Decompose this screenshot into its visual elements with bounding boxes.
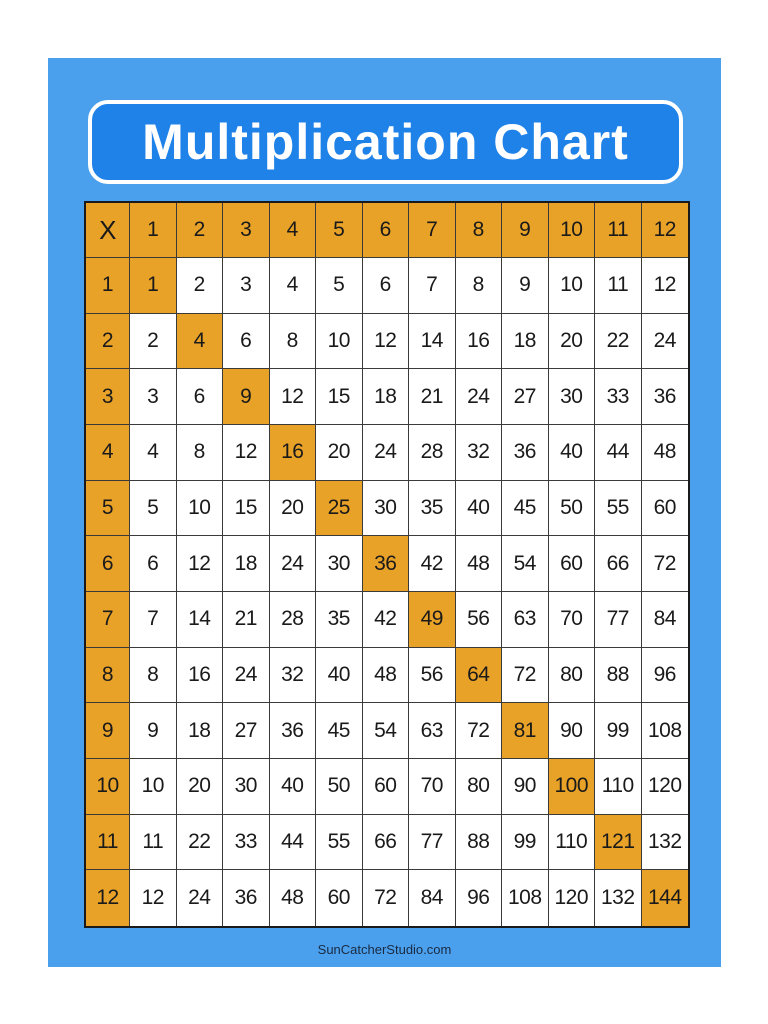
- product-cell: 55: [595, 481, 642, 537]
- row-header: 5: [86, 481, 130, 537]
- product-cell: 77: [409, 815, 456, 871]
- product-cell: 18: [363, 369, 410, 425]
- product-cell: 88: [456, 815, 503, 871]
- product-cell: 66: [363, 815, 410, 871]
- product-cell: 40: [456, 481, 503, 537]
- product-cell: 7: [130, 592, 177, 648]
- product-cell: 132: [642, 815, 689, 871]
- product-cell: 40: [270, 759, 317, 815]
- row-header: 6: [86, 536, 130, 592]
- product-cell: 72: [363, 870, 410, 926]
- product-cell: 22: [177, 815, 224, 871]
- chart-poster: [48, 58, 721, 967]
- product-cell: 35: [316, 592, 363, 648]
- product-cell: 77: [595, 592, 642, 648]
- square-cell: 16: [270, 425, 317, 481]
- product-cell: 55: [316, 815, 363, 871]
- product-cell: 5: [130, 481, 177, 537]
- column-header: 4: [270, 203, 317, 258]
- column-header: 7: [409, 203, 456, 258]
- row-header: 4: [86, 425, 130, 481]
- product-cell: 108: [502, 870, 549, 926]
- product-cell: 36: [502, 425, 549, 481]
- product-cell: 6: [177, 369, 224, 425]
- product-cell: 20: [549, 314, 596, 370]
- product-cell: 88: [595, 648, 642, 704]
- product-cell: 21: [409, 369, 456, 425]
- row-header: 10: [86, 759, 130, 815]
- square-cell: 36: [363, 536, 410, 592]
- row-header: 2: [86, 314, 130, 370]
- product-cell: 96: [642, 648, 689, 704]
- product-cell: 120: [549, 870, 596, 926]
- product-cell: 90: [502, 759, 549, 815]
- product-cell: 66: [595, 536, 642, 592]
- product-cell: 24: [177, 870, 224, 926]
- product-cell: 72: [642, 536, 689, 592]
- product-cell: 30: [363, 481, 410, 537]
- product-cell: 30: [549, 369, 596, 425]
- product-cell: 27: [502, 369, 549, 425]
- product-cell: 4: [270, 258, 317, 314]
- product-cell: 60: [642, 481, 689, 537]
- product-cell: 132: [595, 870, 642, 926]
- column-header: 1: [130, 203, 177, 258]
- product-cell: 42: [363, 592, 410, 648]
- product-cell: 110: [549, 815, 596, 871]
- product-cell: 8: [177, 425, 224, 481]
- product-cell: 6: [130, 536, 177, 592]
- product-cell: 24: [270, 536, 317, 592]
- product-cell: 40: [549, 425, 596, 481]
- row-header: 1: [86, 258, 130, 314]
- product-cell: 3: [130, 369, 177, 425]
- product-cell: 10: [549, 258, 596, 314]
- product-cell: 8: [270, 314, 317, 370]
- product-cell: 9: [130, 703, 177, 759]
- product-cell: 35: [409, 481, 456, 537]
- title-banner: [88, 100, 683, 184]
- product-cell: 90: [549, 703, 596, 759]
- product-cell: 3: [223, 258, 270, 314]
- product-cell: 60: [549, 536, 596, 592]
- product-cell: 36: [223, 870, 270, 926]
- product-cell: 30: [316, 536, 363, 592]
- product-cell: 36: [642, 369, 689, 425]
- column-header: 5: [316, 203, 363, 258]
- product-cell: 40: [316, 648, 363, 704]
- corner-label: X: [86, 203, 130, 258]
- column-header: 3: [223, 203, 270, 258]
- product-cell: 63: [502, 592, 549, 648]
- product-cell: 48: [363, 648, 410, 704]
- product-cell: 50: [549, 481, 596, 537]
- product-cell: 2: [130, 314, 177, 370]
- square-cell: 49: [409, 592, 456, 648]
- product-cell: 84: [642, 592, 689, 648]
- product-cell: 56: [409, 648, 456, 704]
- product-cell: 24: [456, 369, 503, 425]
- product-cell: 33: [595, 369, 642, 425]
- product-cell: 120: [642, 759, 689, 815]
- product-cell: 33: [223, 815, 270, 871]
- square-cell: 100: [549, 759, 596, 815]
- product-cell: 28: [270, 592, 317, 648]
- product-cell: 12: [223, 425, 270, 481]
- product-cell: 84: [409, 870, 456, 926]
- product-cell: 8: [130, 648, 177, 704]
- column-header: 8: [456, 203, 503, 258]
- footer-credit: SunCatcherStudio.com: [317, 942, 452, 957]
- column-header: 10: [549, 203, 596, 258]
- product-cell: 14: [177, 592, 224, 648]
- product-cell: 18: [502, 314, 549, 370]
- square-cell: 25: [316, 481, 363, 537]
- product-cell: 32: [456, 425, 503, 481]
- product-cell: 60: [316, 870, 363, 926]
- product-cell: 22: [595, 314, 642, 370]
- row-header: 12: [86, 870, 130, 926]
- product-cell: 2: [177, 258, 224, 314]
- row-header: 8: [86, 648, 130, 704]
- product-cell: 10: [130, 759, 177, 815]
- product-cell: 28: [409, 425, 456, 481]
- product-cell: 70: [549, 592, 596, 648]
- column-header: 12: [642, 203, 689, 258]
- product-cell: 48: [270, 870, 317, 926]
- product-cell: 24: [363, 425, 410, 481]
- product-cell: 27: [223, 703, 270, 759]
- product-cell: 99: [595, 703, 642, 759]
- product-cell: 5: [316, 258, 363, 314]
- product-cell: 36: [270, 703, 317, 759]
- product-cell: 12: [177, 536, 224, 592]
- product-cell: 60: [363, 759, 410, 815]
- product-cell: 72: [502, 648, 549, 704]
- product-cell: 12: [270, 369, 317, 425]
- row-header: 3: [86, 369, 130, 425]
- page-title: Multiplication Chart: [142, 114, 629, 170]
- product-cell: 12: [642, 258, 689, 314]
- product-cell: 7: [409, 258, 456, 314]
- product-cell: 50: [316, 759, 363, 815]
- product-cell: 45: [502, 481, 549, 537]
- product-cell: 99: [502, 815, 549, 871]
- multiplication-table: [84, 201, 690, 928]
- row-header: 9: [86, 703, 130, 759]
- product-cell: 6: [223, 314, 270, 370]
- product-cell: 30: [223, 759, 270, 815]
- product-cell: 63: [409, 703, 456, 759]
- column-header: 9: [502, 203, 549, 258]
- product-cell: 110: [595, 759, 642, 815]
- product-cell: 10: [316, 314, 363, 370]
- product-cell: 20: [270, 481, 317, 537]
- square-cell: 4: [177, 314, 224, 370]
- product-cell: 54: [363, 703, 410, 759]
- product-cell: 45: [316, 703, 363, 759]
- product-cell: 15: [223, 481, 270, 537]
- row-header: 11: [86, 815, 130, 871]
- product-cell: 80: [456, 759, 503, 815]
- product-cell: 14: [409, 314, 456, 370]
- product-cell: 16: [456, 314, 503, 370]
- product-cell: 44: [270, 815, 317, 871]
- product-cell: 21: [223, 592, 270, 648]
- product-cell: 16: [177, 648, 224, 704]
- product-cell: 48: [642, 425, 689, 481]
- product-cell: 12: [130, 870, 177, 926]
- product-cell: 10: [177, 481, 224, 537]
- product-cell: 54: [502, 536, 549, 592]
- product-cell: 6: [363, 258, 410, 314]
- product-cell: 18: [223, 536, 270, 592]
- product-cell: 8: [456, 258, 503, 314]
- product-cell: 20: [177, 759, 224, 815]
- product-cell: 18: [177, 703, 224, 759]
- product-cell: 48: [456, 536, 503, 592]
- product-cell: 44: [595, 425, 642, 481]
- column-header: 2: [177, 203, 224, 258]
- product-cell: 9: [502, 258, 549, 314]
- square-cell: 9: [223, 369, 270, 425]
- product-cell: 108: [642, 703, 689, 759]
- product-cell: 72: [456, 703, 503, 759]
- column-header: 11: [595, 203, 642, 258]
- square-cell: 81: [502, 703, 549, 759]
- product-cell: 11: [130, 815, 177, 871]
- product-cell: 4: [130, 425, 177, 481]
- product-cell: 32: [270, 648, 317, 704]
- product-cell: 96: [456, 870, 503, 926]
- product-cell: 42: [409, 536, 456, 592]
- square-cell: 1: [130, 258, 177, 314]
- product-cell: 24: [223, 648, 270, 704]
- product-cell: 20: [316, 425, 363, 481]
- product-cell: 24: [642, 314, 689, 370]
- product-cell: 15: [316, 369, 363, 425]
- product-cell: 11: [595, 258, 642, 314]
- product-cell: 56: [456, 592, 503, 648]
- product-cell: 12: [363, 314, 410, 370]
- column-header: 6: [363, 203, 410, 258]
- square-cell: 121: [595, 815, 642, 871]
- product-cell: 80: [549, 648, 596, 704]
- square-cell: 64: [456, 648, 503, 704]
- product-cell: 70: [409, 759, 456, 815]
- square-cell: 144: [642, 870, 689, 926]
- row-header: 7: [86, 592, 130, 648]
